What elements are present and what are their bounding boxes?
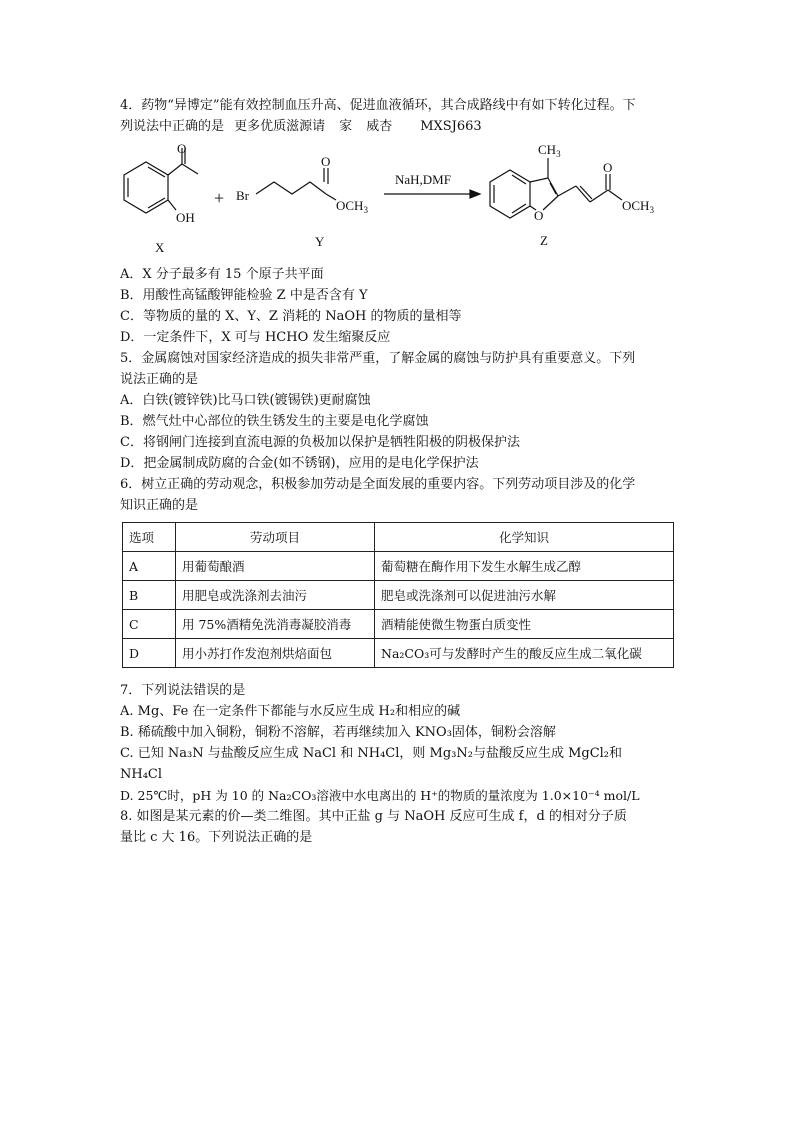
table-header-row	[123, 523, 674, 552]
reaction-scheme	[118, 140, 678, 258]
z-och3-label: $OCH_3$	[622, 198, 654, 215]
q7-option-b: B. 稀硫酸中加入铜粉，铜粉不溶解，若再继续加入 KNO₃固体，铜粉会溶解	[120, 725, 556, 740]
q4-stem-text: 列说法中正确的是	[120, 119, 225, 134]
table-cell: A	[123, 552, 176, 581]
q4-option-d: D．一定条件下，X 可与 HCHO 发生缩聚反应	[120, 330, 391, 345]
q4-option-a: A．X 分子最多有 15 个原子共平面	[120, 267, 324, 282]
y-och3-label: $OCH_3$	[336, 198, 368, 215]
q7-option-c-line2: NH₄Cl	[120, 767, 163, 782]
table-cell: 用小苏打作发泡剂烘焙面包	[176, 639, 375, 668]
q4-stem-line1: 4．药物“异博定”能有效控制血压升高、促进血液循环，其合成路线中有如下转化过程。下	[120, 98, 636, 113]
q4-option-c: C．等物质的量的 X、Y、Z 消耗的 NaOH 的物质的量相等	[120, 309, 462, 324]
z-methyl-label: $CH_3$	[538, 142, 561, 159]
table-row	[123, 552, 674, 581]
reaction-arrow	[384, 190, 480, 198]
plus-sign: +	[214, 188, 225, 208]
z-ester-o: O	[603, 160, 613, 175]
table-cell: 用 75%酒精免洗消毒凝胶消毒	[176, 610, 375, 639]
table-cell: Na₂CO₃可与发酵时产生的酸反应生成二氧化碳	[375, 639, 674, 668]
q5-stem-line2: 说法正确的是	[120, 372, 199, 387]
q6-stem-line1: 6．树立正确的劳动观念，积极参加劳动是全面发展的重要内容。下列劳动项目涉及的化学	[120, 477, 636, 492]
table-header-labor: 劳动项目	[176, 523, 375, 552]
table-row	[123, 639, 674, 668]
label-y: Y	[315, 234, 325, 249]
table-cell: 用葡萄酿酒	[176, 552, 375, 581]
q4-option-b: B．用酸性高锰酸钾能检验 Z 中是否含有 Y	[120, 288, 368, 303]
q6-table	[122, 522, 674, 668]
reagent-label: NaH,DMF	[395, 172, 451, 187]
label-z: Z	[540, 233, 548, 248]
table-cell: D	[123, 639, 176, 668]
q7-option-d: D. 25℃时，pH 为 10 的 Na₂CO₃溶液中水电离出的 H⁺的物质的量浓度为 1.0×10⁻⁴ mol/L	[120, 788, 640, 803]
y-ester-o: O	[321, 154, 331, 169]
q7-option-a: A. Mg、Fe 在一定条件下都能与水反应生成 H₂和相应的碱	[120, 704, 461, 719]
table-cell: 用肥皂或洗涤剂去油污	[176, 581, 375, 610]
q7-stem: 7．下列说法错误的是	[120, 683, 246, 698]
table-cell: C	[123, 610, 176, 639]
q8-stem-line2: 量比 c 大 16。下列说法正确的是	[120, 830, 313, 845]
table-cell: 葡萄糖在酶作用下发生水解生成乙醇	[375, 552, 674, 581]
q8-stem-line1: 8. 如图是某元素的价—类二维图。其中正盐 g 与 NaOH 反应可生成 f，d 的相对分子质	[120, 809, 627, 824]
table-header-option: 选项	[123, 523, 176, 552]
q5-stem-line1: 5．金属腐蚀对国家经济造成的损失非常严重，了解金属的腐蚀与防护具有重要意义。下列	[120, 351, 636, 366]
table-cell: B	[123, 581, 176, 610]
table-row	[123, 610, 674, 639]
x-oh-label: OH	[176, 210, 195, 225]
q7-option-c-line1: C. 已知 Na₃N 与盐酸反应生成 NaCl 和 NH₄Cl，则 Mg₃N₂与盐酸反应生成 MgCl₂和	[120, 746, 623, 761]
molecule-y	[256, 168, 336, 200]
y-br-label: Br	[236, 188, 249, 203]
table-header-chem: 化学知识	[375, 523, 674, 552]
x-ketone-o: O	[177, 141, 187, 156]
molecule-x	[124, 148, 198, 213]
q6-stem-line2: 知识正确的是	[120, 498, 199, 513]
table-row	[123, 581, 674, 610]
z-ring-o: O	[534, 208, 544, 223]
q4-stem-line2	[120, 118, 482, 136]
q5-option-d: D．把金属制成防腐的合金(如不锈钢)，应用的是电化学保护法	[120, 456, 479, 471]
q5-option-a: A．白铁(镀锌铁)比马口铁(镀锡铁)更耐腐蚀	[120, 393, 371, 408]
q5-option-c: C．将钢闸门连接到直流电源的负极加以保护是牺牲阳极的阴极保护法	[120, 435, 520, 450]
table-cell: 酒精能使微生物蛋白质变性	[375, 610, 674, 639]
q5-option-b: B．燃气灶中心部位的铁生锈发生的主要是电化学腐蚀	[120, 414, 429, 429]
label-x: X	[155, 240, 165, 255]
table-cell: 肥皂或洗涤剂可以促进油污水解	[375, 581, 674, 610]
watermark-text: 更多优质滋源请 家 威杏 MXSJ663	[234, 119, 482, 134]
